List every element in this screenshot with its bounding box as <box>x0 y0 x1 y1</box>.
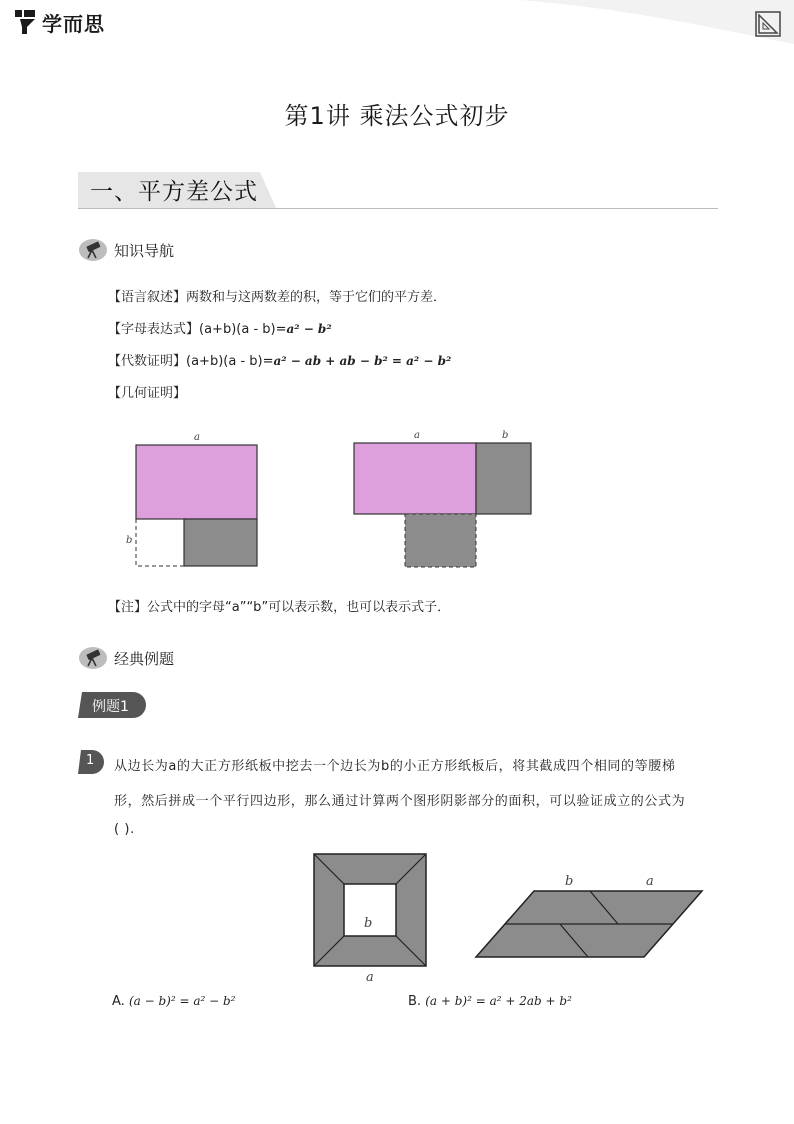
section-divider <box>78 208 718 209</box>
question-line-1: 从边长为a的大正方形纸板中挖去一个边长为b的小正方形纸板后，将其截成四个相同的等腰梯 <box>114 759 676 774</box>
option-a[interactable] <box>112 994 235 1009</box>
statement-line <box>108 286 446 305</box>
square-inner-label-b: b <box>364 916 373 931</box>
left-figure-label-a: a <box>194 432 200 443</box>
note-label: 【注】 <box>108 600 148 615</box>
parallelogram-label-b: b <box>565 874 574 889</box>
left-figure-label-b: b <box>126 535 133 546</box>
left-removed-square <box>136 519 184 566</box>
letter-expression-math: a² − b² <box>286 322 332 336</box>
knowledge-heading-label: 知识导航 <box>114 241 175 260</box>
letter-expression-line <box>108 318 332 337</box>
question-number: 1 <box>86 753 95 768</box>
examples-heading-label: 经典例题 <box>114 649 175 668</box>
page-title: 第1讲 乘法公式初步 <box>284 102 510 130</box>
brand-name: 学而思 <box>42 11 105 36</box>
header-decoration <box>0 0 794 44</box>
letter-expression-text: (a+b)(a - b)= <box>199 322 287 337</box>
left-gray-rectangle <box>184 519 257 566</box>
brand-logo <box>14 6 105 38</box>
knowledge-heading <box>78 238 174 262</box>
example-tag-label: 例题1 <box>92 699 129 715</box>
parallelogram-label-a: a <box>646 874 654 889</box>
question-line-2: 形，然后拼成一个平行四边形，那么通过计算两个图形阴影部分的面积，可以验证成立的公式为 <box>114 794 686 809</box>
section-title: 一、平方差公式 <box>90 179 258 205</box>
brand-logo-icon <box>14 9 36 35</box>
right-gray-side-rectangle <box>476 443 531 514</box>
square-frame-figure <box>310 850 430 972</box>
right-figure-label-a: a <box>414 430 420 441</box>
option-a-key: A. <box>112 994 125 1009</box>
option-b-key: B. <box>408 994 422 1009</box>
ruler-triangle-icon <box>754 10 782 38</box>
note-line <box>108 596 450 615</box>
telescope-icon <box>78 238 108 262</box>
left-pink-rectangle <box>136 445 257 519</box>
algebra-proof-math: a² − ab + ab − b² = a² − b² <box>273 354 452 368</box>
note-text: 公式中的字母“a”“b”可以表示数，也可以表示式子． <box>147 600 451 615</box>
statement-text: 两数和与这两数差的积，等于它们的平方差． <box>186 290 447 305</box>
geometry-proof-figure <box>120 425 550 575</box>
telescope-icon <box>78 646 108 670</box>
examples-heading <box>78 646 174 670</box>
algebra-proof-text: (a+b)(a - b)= <box>186 354 274 369</box>
statement-label: 【语言叙述】 <box>108 290 187 305</box>
geometry-proof-label: 【几何证明】 <box>108 386 187 401</box>
geometry-proof-line <box>108 382 186 401</box>
option-a-formula: (a − b)² = a² − b² <box>128 994 236 1008</box>
option-b[interactable] <box>408 994 572 1009</box>
page-header <box>0 0 794 44</box>
right-pink-rectangle <box>354 443 476 514</box>
question-line-3: ( ). <box>114 822 135 837</box>
parallelogram-figure <box>470 885 710 963</box>
right-figure-label-b: b <box>502 430 509 441</box>
right-gray-bottom-rectangle <box>405 514 476 567</box>
algebra-proof-label: 【代数证明】 <box>108 354 187 369</box>
algebra-proof-line <box>108 350 451 369</box>
option-b-formula: (a + b)² = a² + 2ab + b² <box>425 994 572 1008</box>
letter-expression-label: 【字母表达式】 <box>108 322 200 337</box>
square-outer-label-a: a <box>366 970 374 985</box>
